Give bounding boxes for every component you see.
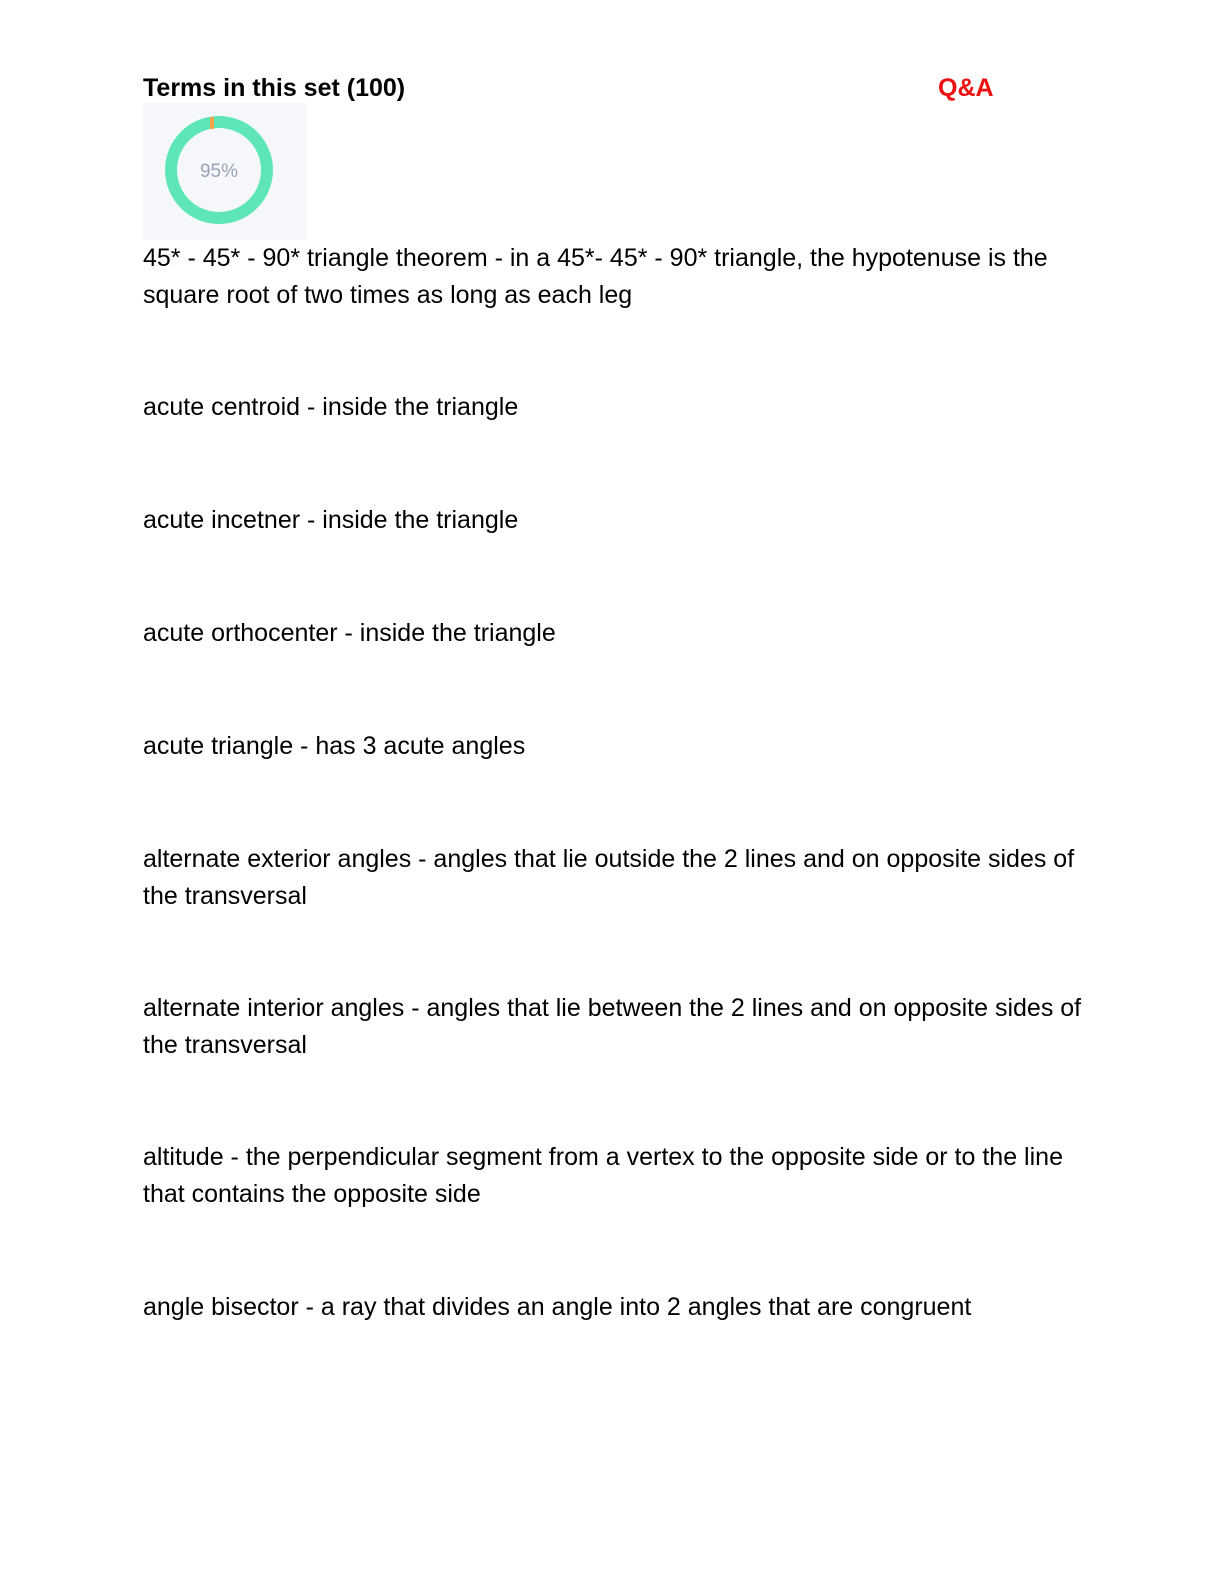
term-item: 45* - 45* - 90* triangle theorem - in a 45*- 45* - 90* triangle, the hypotenuse is the square root of two times as long as each leg [143, 244, 1048, 309]
term-item: acute orthocenter - inside the triangle [143, 619, 556, 647]
term-item: acute incetner - inside the triangle [143, 506, 519, 534]
progress-marker [210, 117, 214, 129]
term-item: angle bisector - a ray that divides an angle into 2 angles that are congruent [143, 1293, 972, 1321]
progress-ring-icon [143, 103, 307, 240]
term-item: altitude - the perpendicular segment from a vertex to the opposite side or to the line that contains the opposite side [143, 1143, 1063, 1208]
term-item: alternate interior angles - angles that lie between the 2 lines and on opposite sides of the transversal [143, 994, 1082, 1059]
term-item: acute triangle - has 3 acute angles [143, 732, 526, 760]
qa-label: Q&A [938, 74, 994, 102]
page-title: Terms in this set (100) [143, 74, 406, 102]
term-item: acute centroid - inside the triangle [143, 393, 519, 421]
progress-percent: 95% [199, 161, 239, 182]
progress-badge [143, 103, 307, 240]
term-item: alternate exterior angles - angles that lie outside the 2 lines and on opposite sides of the transversal [143, 845, 1075, 910]
